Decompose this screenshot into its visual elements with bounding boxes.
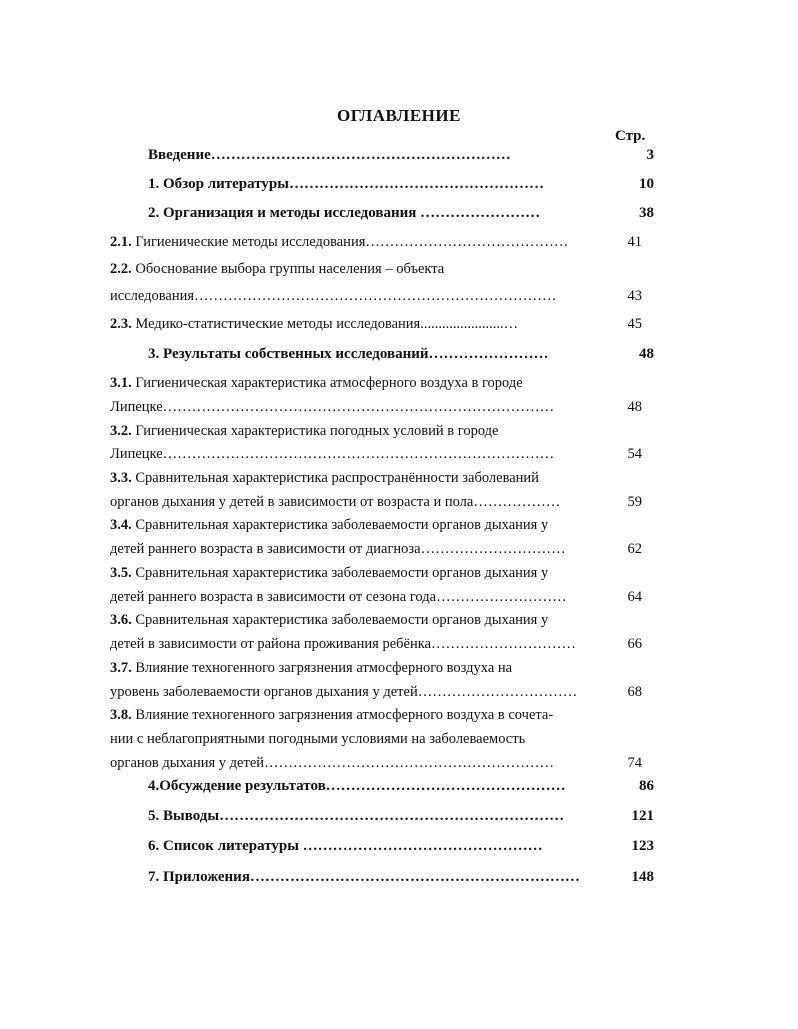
toc-entry-text: Сравнительная характеристика заболеваемости органов дыхания у <box>131 612 549 628</box>
toc-entry-text: 7. Приложения………………………………………………………… <box>148 869 580 885</box>
toc-entry-text: органов дыхания у детей…………………………………………………… <box>110 755 555 771</box>
toc-entry-text: Введение…………………………………………………… <box>148 147 511 163</box>
toc-entry-line <box>110 420 612 442</box>
toc-section-number: 3.8. <box>110 707 132 723</box>
toc-entry-text: детей раннего возраста в зависимости от диагноза………………………… <box>110 541 566 557</box>
toc-entry-text: Обоснование выбора группы населения – объекта <box>131 261 445 277</box>
toc-section-number: 3.1. <box>110 375 132 391</box>
toc-entry-line <box>110 258 612 280</box>
toc-entry-text: Сравнительная характеристика распространённости заболеваний <box>131 470 539 486</box>
toc-page-number: 10 <box>639 176 654 192</box>
toc-entry-line <box>110 467 612 489</box>
toc-section-number: 2.1. <box>110 234 132 250</box>
toc-entry-line <box>110 681 612 703</box>
toc-entry-text: 6. Список литературы ………………………………………… <box>148 838 543 854</box>
toc-section-number: 2.2. <box>110 261 132 277</box>
toc-entry-line <box>148 835 612 857</box>
toc-section-number: 3.3. <box>110 470 132 486</box>
toc-page-number: 66 <box>627 636 642 652</box>
toc-entry-line <box>110 609 612 631</box>
toc-entry-line <box>110 285 612 307</box>
toc-entry-text: 4.Обсуждение результатов………………………………………… <box>148 778 566 794</box>
toc-entry-text: Медико-статистические методы исследования.......................… <box>131 316 519 332</box>
toc-entry-line <box>110 633 612 655</box>
toc-entry-line <box>110 657 612 679</box>
toc-page-number: 54 <box>627 446 642 462</box>
toc-entry-line <box>110 396 612 418</box>
toc-entry-text: Гигиенические методы исследования…………………………………… <box>131 234 569 250</box>
toc-entry-text: Гигиеническая характеристика погодных условий в городе <box>131 423 499 439</box>
toc-section-number: 2.3. <box>110 316 132 332</box>
toc-section-number: 3.2. <box>110 423 132 439</box>
toc-entry-text: 1. Обзор литературы…………………………………………… <box>148 176 544 192</box>
toc-page-number: 45 <box>627 316 642 332</box>
toc-page-number: 48 <box>627 399 642 415</box>
toc-entry-text: 3. Результаты собственных исследований…………………… <box>148 346 549 362</box>
toc-page-number: 62 <box>627 541 642 557</box>
toc-page-number: 74 <box>627 755 642 771</box>
toc-entry-line <box>148 343 612 365</box>
toc-entry-line <box>148 173 612 195</box>
toc-entry-line <box>110 752 612 774</box>
toc-entry-text: нии с неблагоприятными погодными условиями на заболеваемость <box>110 731 526 747</box>
toc-entry-line <box>148 202 612 224</box>
toc-entry-text: детей в зависимости от района проживания ребёнка………………………… <box>110 636 576 652</box>
toc-entry-line <box>110 372 612 394</box>
toc-entry-line <box>148 866 612 888</box>
toc-entry-line <box>110 704 612 726</box>
toc-entry-line <box>110 443 612 465</box>
toc-entry-text: уровень заболеваемости органов дыхания у детей…………………………… <box>110 684 578 700</box>
toc-entry-line <box>110 538 612 560</box>
toc-page-number: 3 <box>646 147 654 163</box>
toc-page-number: 148 <box>631 869 654 885</box>
toc-section-number: 3.5. <box>110 565 132 581</box>
toc-entry-text: Липецке……………………………………………………………………… <box>110 399 555 415</box>
toc-title: ОГЛАВЛЕНИЕ <box>337 106 461 125</box>
toc-entry-line <box>110 491 612 513</box>
page-column-header: Стр. <box>615 128 646 144</box>
toc-entry-text: детей раннего возраста в зависимости от сезона года……………………… <box>110 589 567 605</box>
toc-page-number: 43 <box>627 288 642 304</box>
toc-page-number: 64 <box>627 589 642 605</box>
toc-entry-line <box>110 313 612 335</box>
toc-entry-line <box>148 775 612 797</box>
toc-page-number: 48 <box>639 346 654 362</box>
toc-entry-text: Влияние техногенного загрязнения атмосферного воздуха на <box>131 660 513 676</box>
toc-entry-line <box>148 805 612 827</box>
toc-entry-text: исследования………………………………………………………………… <box>110 288 557 304</box>
toc-entry-text: Сравнительная характеристика заболеваемости органов дыхания у <box>131 517 549 533</box>
toc-page-number: 123 <box>631 838 654 854</box>
toc-page-number: 38 <box>639 205 654 221</box>
toc-page-number: 41 <box>627 234 642 250</box>
toc-page-number: 68 <box>627 684 642 700</box>
toc-entry-line <box>110 728 612 750</box>
toc-entry-text: 5. Выводы…………………………………………………………… <box>148 808 565 824</box>
toc-page-number: 121 <box>631 808 654 824</box>
toc-entry-line <box>110 586 612 608</box>
toc-page-number: 86 <box>639 778 654 794</box>
toc-entry-text: Липецке……………………………………………………………………… <box>110 446 555 462</box>
toc-entry-text: 2. Организация и методы исследования …………………… <box>148 205 541 221</box>
toc-section-number: 3.4. <box>110 517 132 533</box>
toc-entry-text: Сравнительная характеристика заболеваемости органов дыхания у <box>131 565 549 581</box>
toc-entry-text: Гигиеническая характеристика атмосферного воздуха в городе <box>131 375 523 391</box>
toc-page-number: 59 <box>627 494 642 510</box>
toc-entry-text: органов дыхания у детей в зависимости от возраста и пола……………… <box>110 494 561 510</box>
toc-entry-line <box>110 514 612 536</box>
toc-section-number: 3.6. <box>110 612 132 628</box>
toc-entry-line <box>110 562 612 584</box>
toc-section-number: 3.7. <box>110 660 132 676</box>
toc-entry-line <box>110 231 612 253</box>
toc-entry-text: Влияние техногенного загрязнения атмосферного воздуха в сочета- <box>131 707 554 723</box>
toc-entry-line <box>148 144 612 166</box>
